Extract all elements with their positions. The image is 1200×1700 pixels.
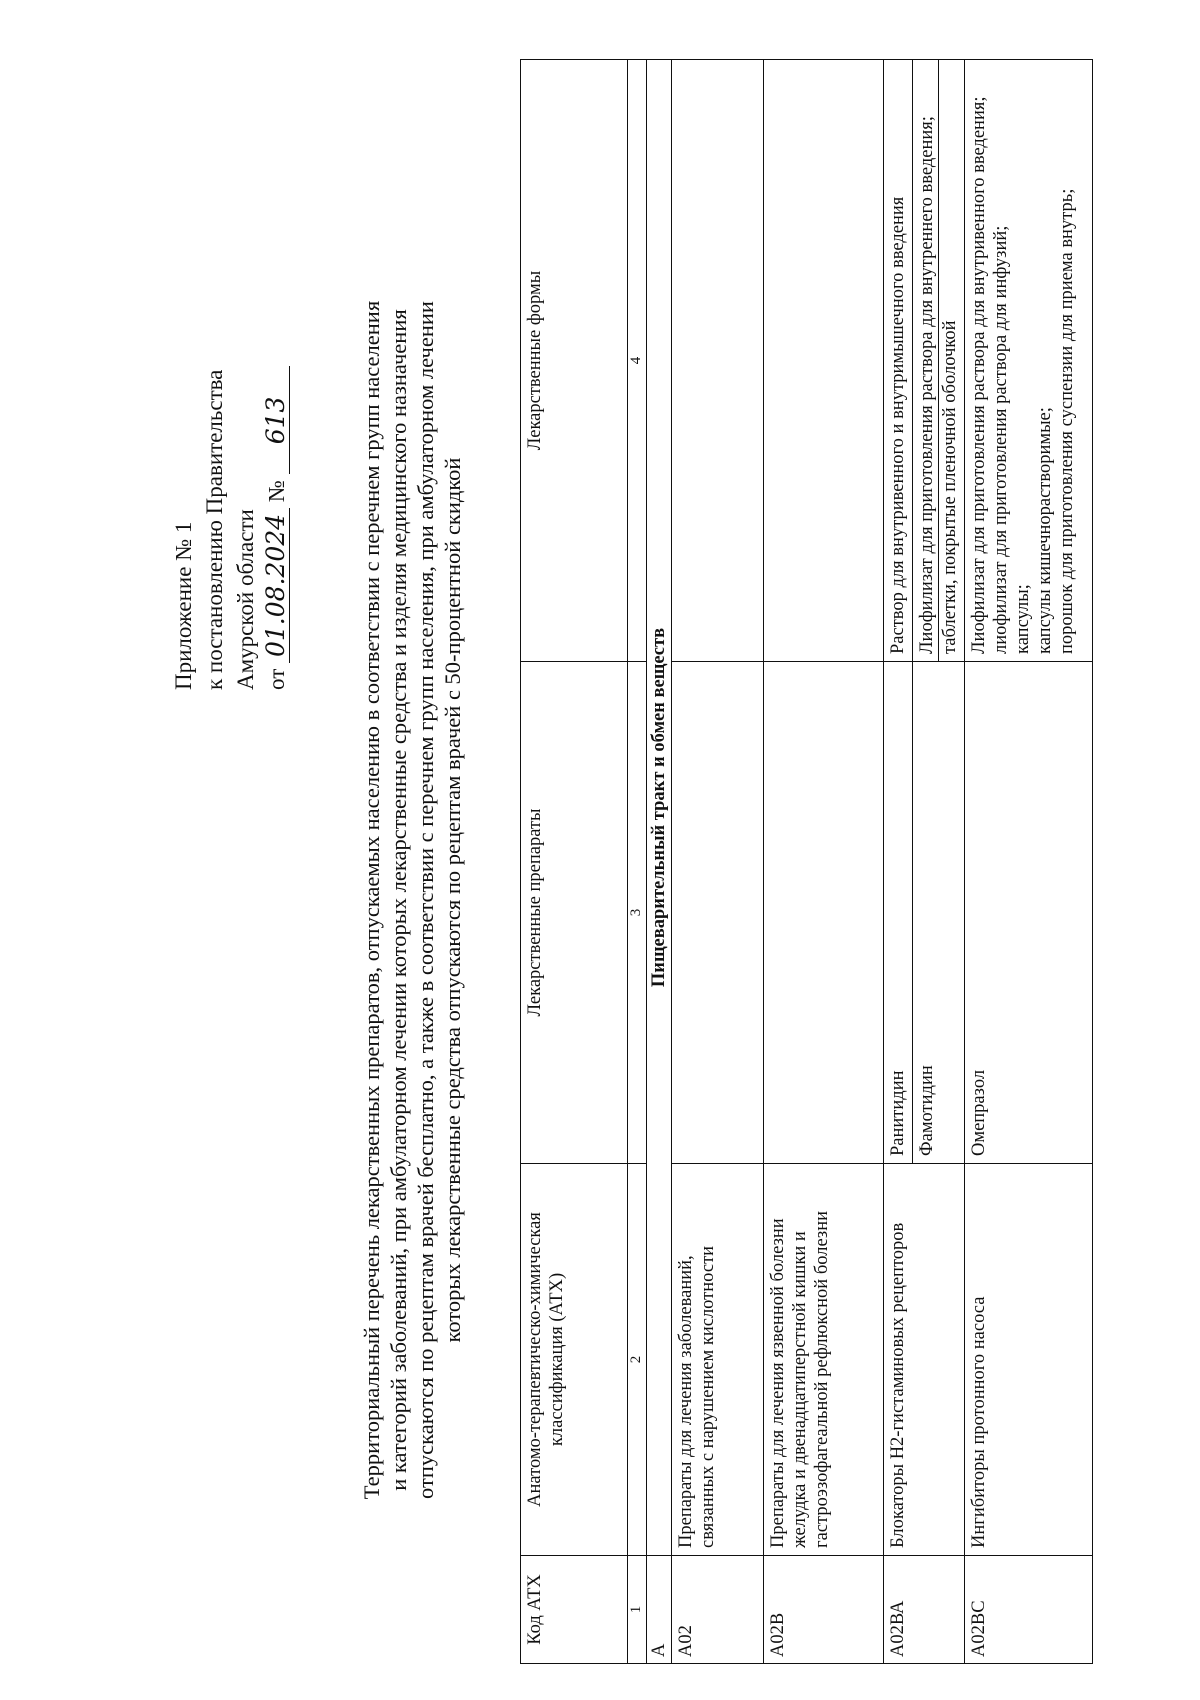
heading-line: и категорий заболеваний, при амбулаторном лечении которых лекарственные средства и изделия медицинского назначения	[386, 309, 411, 1491]
heading-line: отпускаются по рецептам врачей бесплатно, а также в соответствии с перечнем групп населения, при амбулаторном лечении	[413, 301, 438, 1499]
dosage-forms	[672, 60, 764, 662]
column-number: 4	[628, 60, 647, 662]
atc-code: А02В	[764, 1556, 884, 1664]
dosage-forms	[884, 60, 913, 662]
header-atc-classification: Анатомо-терапевтическо-химическая классификация (АТХ)	[521, 1164, 628, 1556]
heading-line: Территориальный перечень лекарственных препаратов, отпускаемых населению в соответствии с перечнем групп населения	[359, 300, 384, 1500]
dosage-form: капсулы кишечнорастворимые;	[1035, 407, 1055, 654]
drug-name: Фамотидин	[913, 662, 965, 1164]
atc-name: Препараты для лечения заболеваний, связанных с нарушением кислотности	[672, 1164, 764, 1556]
section-code: А	[647, 1556, 672, 1664]
column-number-row	[628, 60, 647, 1664]
table-row	[965, 60, 1093, 1664]
dosage-forms	[764, 60, 884, 662]
table-row	[764, 60, 884, 1664]
handwritten-date: 01.08.2024	[263, 508, 290, 663]
header-dosage-forms: Лекарственные формы	[521, 60, 628, 662]
table-row	[884, 60, 913, 1664]
dosage-forms	[913, 60, 965, 662]
appendix-title: Приложение № 1	[171, 521, 196, 690]
dosage-form: капсулы;	[1013, 584, 1033, 654]
column-number: 1	[628, 1556, 647, 1664]
column-number: 2	[628, 1164, 647, 1556]
atc-name: Ингибиторы протонного насоса	[965, 1164, 1093, 1556]
appendix-block	[168, 366, 292, 690]
dosage-form: Лиофилизат для приготовления раствора для внутривенного введения;	[969, 96, 989, 654]
dosage-form: Раствор для внутривенного и внутримышечного введения	[888, 196, 908, 654]
atc-name: Блокаторы Н2-гистаминовых рецепторов	[884, 1164, 965, 1556]
drug-name: Ранитидин	[884, 662, 913, 1164]
appendix-date-line	[261, 366, 292, 690]
drug-name: Омепразол	[965, 662, 1093, 1164]
drug-list-table	[520, 59, 1093, 1664]
number-prefix: №	[264, 480, 289, 503]
dosage-form: Лиофилизат для приготовления раствора для внутреннего введения;	[917, 116, 937, 654]
drug-name	[672, 662, 764, 1164]
atc-code: А02ВА	[884, 1556, 965, 1664]
header-code: Код АТХ	[521, 1556, 628, 1664]
column-number: 3	[628, 662, 647, 1164]
table-header-row	[521, 60, 628, 1664]
dosage-form: таблетки, покрытые пленочной оболочкой	[938, 60, 961, 661]
handwritten-number: 613	[263, 366, 290, 474]
section-row	[647, 60, 672, 1664]
section-title: Пищеварительный тракт и обмен веществ	[647, 60, 672, 1556]
heading-line: которых лекарственные средства отпускаются по рецептам врачей с 50-процентной скидкой	[440, 457, 465, 1343]
date-prefix: от	[264, 668, 289, 690]
document-heading	[358, 160, 466, 1640]
atc-code: А02	[672, 1556, 764, 1664]
table-row	[672, 60, 764, 1664]
dosage-form: порошок для приготовления суспензии для приема внутрь;	[1057, 188, 1077, 654]
appendix-region-line: Амурской области	[233, 509, 258, 690]
dosage-form: лиофилизат для приготовления раствора для инфузий;	[991, 225, 1011, 654]
header-drugs: Лекарственные препараты	[521, 662, 628, 1164]
appendix-resolution-line: к постановлению Правительства	[202, 369, 227, 690]
dosage-forms	[965, 60, 1093, 662]
atc-name: Препараты для лечения язвенной болезни желудка и двенадцатиперстной кишки и гастроэзофагеальной рефлюксной болезни	[764, 1164, 884, 1556]
atc-code: А02ВС	[965, 1556, 1093, 1664]
drug-name	[764, 662, 884, 1164]
